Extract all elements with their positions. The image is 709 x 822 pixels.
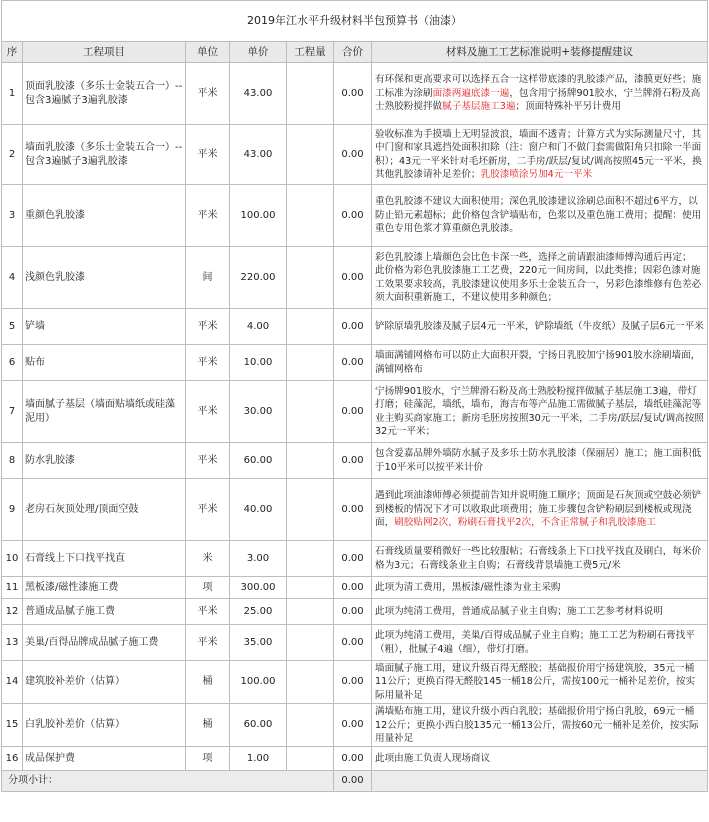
row-unit: 平米 bbox=[186, 125, 230, 185]
subtotal-total: 0.00 bbox=[334, 771, 372, 792]
row-price: 43.00 bbox=[230, 125, 287, 185]
table-row bbox=[2, 661, 708, 704]
row-seq: 14 bbox=[2, 661, 23, 704]
row-qty bbox=[287, 63, 334, 125]
table-row bbox=[2, 599, 708, 625]
row-seq: 12 bbox=[2, 599, 23, 625]
table-row bbox=[2, 479, 708, 541]
header-seq: 序 bbox=[2, 42, 23, 63]
desc-text: 验收标准为手摸墙上无明显波浪，墙面不透青；计算方式为实际测量尺寸，其中门窗和家具遮挡处面积扣除（注：窗户和门不做门套需做阳角只扣除一半面积）；43元一平米针对毛坯新房，二手房/跃层/复试/调高按照45元一平米，换其他乳胶漆请补足差价； bbox=[375, 128, 702, 180]
row-qty bbox=[287, 599, 334, 625]
row-project: 建筑胶补差价（估算） bbox=[23, 661, 186, 704]
row-unit: 项 bbox=[186, 747, 230, 771]
row-qty bbox=[287, 661, 334, 704]
row-price: 3.00 bbox=[230, 541, 287, 577]
row-unit: 平米 bbox=[186, 625, 230, 661]
row-qty bbox=[287, 625, 334, 661]
row-total: 0.00 bbox=[334, 345, 372, 381]
row-seq: 9 bbox=[2, 479, 23, 541]
row-total: 0.00 bbox=[334, 541, 372, 577]
row-desc bbox=[372, 541, 708, 577]
row-project: 普通成品腻子施工费 bbox=[23, 599, 186, 625]
row-price: 60.00 bbox=[230, 704, 287, 747]
row-project: 美巢/百得品牌成品腻子施工费 bbox=[23, 625, 186, 661]
row-desc bbox=[372, 125, 708, 185]
row-desc bbox=[372, 247, 708, 309]
row-total: 0.00 bbox=[334, 185, 372, 247]
table-row bbox=[2, 747, 708, 771]
table-row bbox=[2, 541, 708, 577]
row-desc bbox=[372, 479, 708, 541]
desc-text: 彩色乳胶漆上墙颜色会比色卡深一些，选择之前请跟油漆师傅沟通后再定； 此价格为彩色乳胶漆施工工艺费，220元一间房间，以此类推；因彩色漆对施工效果要求较高，乳胶漆建议使用多乐士金装五合一，另彩色漆维修有色差必须大面积重新施工，不建议使用多种颜色； bbox=[375, 251, 702, 303]
row-price: 100.00 bbox=[230, 661, 287, 704]
row-unit: 米 bbox=[186, 541, 230, 577]
desc-text: 此项为清工费用，黑板漆/磁性漆为业主采购 bbox=[375, 581, 561, 593]
row-unit: 平米 bbox=[186, 63, 230, 125]
row-seq: 7 bbox=[2, 381, 23, 443]
row-unit: 平米 bbox=[186, 381, 230, 443]
row-desc bbox=[372, 577, 708, 599]
row-price: 40.00 bbox=[230, 479, 287, 541]
table-row bbox=[2, 125, 708, 185]
row-total: 0.00 bbox=[334, 125, 372, 185]
header-total: 合价 bbox=[334, 42, 372, 63]
subtotal-row bbox=[2, 771, 708, 792]
row-project: 铲墙 bbox=[23, 309, 186, 345]
row-total: 0.00 bbox=[334, 443, 372, 479]
table-row bbox=[2, 625, 708, 661]
row-desc bbox=[372, 185, 708, 247]
row-unit: 平米 bbox=[186, 599, 230, 625]
header-price: 单价 bbox=[230, 42, 287, 63]
row-unit: 平米 bbox=[186, 345, 230, 381]
row-project: 黑板漆/磁性漆施工费 bbox=[23, 577, 186, 599]
row-seq: 10 bbox=[2, 541, 23, 577]
row-project: 白乳胶补差价（估算） bbox=[23, 704, 186, 747]
row-project: 贴布 bbox=[23, 345, 186, 381]
row-price: 60.00 bbox=[230, 443, 287, 479]
desc-text: ；顶面特殊补平另计费用 bbox=[515, 101, 621, 113]
desc-highlight: 面漆两遍底漆一遍 bbox=[432, 87, 510, 99]
row-qty bbox=[287, 704, 334, 747]
row-project: 浅颜色乳胶漆 bbox=[23, 247, 186, 309]
row-desc bbox=[372, 747, 708, 771]
row-project: 防水乳胶漆 bbox=[23, 443, 186, 479]
desc-text: 宁扬牌901胶水，宁兰牌滑石粉及高士熟胶粉搅拌做腻子基层施工3遍，带灯打磨；硅藻泥，墙纸，墙布，海吉布等产品施工需做腻子基层，墙纸硅藻泥等业主购买商家施工；新房毛胚房按照30元一平米，二手房/跃层/复试/调高按照32元一平米； bbox=[375, 385, 704, 437]
row-total: 0.00 bbox=[334, 661, 372, 704]
row-total: 0.00 bbox=[334, 599, 372, 625]
row-unit: 平米 bbox=[186, 309, 230, 345]
row-price: 35.00 bbox=[230, 625, 287, 661]
row-total: 0.00 bbox=[334, 309, 372, 345]
desc-text: ，包含用宁扬牌901胶水，宁兰牌滑石粉及高士熟胶粉搅拌做 bbox=[375, 87, 701, 113]
table-row bbox=[2, 704, 708, 747]
row-desc bbox=[372, 599, 708, 625]
header-unit: 单位 bbox=[186, 42, 230, 63]
row-seq: 13 bbox=[2, 625, 23, 661]
row-price: 30.00 bbox=[230, 381, 287, 443]
row-desc bbox=[372, 704, 708, 747]
sheet-title: 2019年江水平升级材料半包预算书（油漆） bbox=[2, 1, 708, 42]
header-project: 工程项目 bbox=[23, 42, 186, 63]
row-project: 重颜色乳胶漆 bbox=[23, 185, 186, 247]
budget-table bbox=[1, 0, 708, 792]
subtotal-empty bbox=[372, 771, 708, 792]
row-total: 0.00 bbox=[334, 247, 372, 309]
subtotal-label: 分项小计： bbox=[2, 771, 334, 792]
row-price: 220.00 bbox=[230, 247, 287, 309]
row-unit: 桶 bbox=[186, 661, 230, 704]
desc-text: 重色乳胶漆不建议大面积使用；深色乳胶漆建议涂刷总面积不超过6平方，以防止铅元素超标；此价格包含铲墙贴布，色浆以及重色施工费用；提醒：使用重色专用色浆才算重颜色乳胶漆。 bbox=[375, 196, 702, 235]
row-project: 成品保护费 bbox=[23, 747, 186, 771]
row-desc bbox=[372, 63, 708, 125]
row-seq: 1 bbox=[2, 63, 23, 125]
row-price: 43.00 bbox=[230, 63, 287, 125]
table-row bbox=[2, 381, 708, 443]
desc-text: 此项由施工负责人现场商议 bbox=[375, 753, 491, 765]
row-desc bbox=[372, 345, 708, 381]
desc-text: 墙面满铺网格布可以防止大面积开裂，宁扬日乳胶加宁扬901胶水涂刷墙面，满铺网格布 bbox=[375, 350, 701, 375]
desc-text: 石膏线质量要稍微好一些比较服帖；石膏线条上下口找平找直及刷白，每米价格为3元；石膏线条业主自购；石膏线背景墙施工费5元/米 bbox=[375, 546, 702, 571]
row-seq: 4 bbox=[2, 247, 23, 309]
table-row bbox=[2, 309, 708, 345]
header-desc: 材料及施工工艺标准说明+装修提醒建议 bbox=[372, 42, 708, 63]
row-desc bbox=[372, 443, 708, 479]
table-row bbox=[2, 63, 708, 125]
row-price: 4.00 bbox=[230, 309, 287, 345]
row-seq: 16 bbox=[2, 747, 23, 771]
row-total: 0.00 bbox=[334, 63, 372, 125]
row-seq: 11 bbox=[2, 577, 23, 599]
row-seq: 2 bbox=[2, 125, 23, 185]
desc-text: 包含爱嘉品牌外墙防水腻子及多乐士防水乳胶漆（保丽居）施工；施工面积低于10平米可以按平米计价 bbox=[375, 448, 702, 473]
row-total: 0.00 bbox=[334, 747, 372, 771]
row-total: 0.00 bbox=[334, 704, 372, 747]
row-qty bbox=[287, 345, 334, 381]
header-row bbox=[2, 42, 708, 63]
row-qty bbox=[287, 577, 334, 599]
row-qty bbox=[287, 125, 334, 185]
row-price: 300.00 bbox=[230, 577, 287, 599]
row-qty bbox=[287, 541, 334, 577]
desc-text: 满墙贴布施工用，建议升级小西白乳胶；基础报价用宁扬白乳胶，69元一桶12公斤；更换小西白胶135元一桶13公斤，需按60元一桶补足差价，按实际用量补足 bbox=[375, 706, 699, 745]
row-total: 0.00 bbox=[334, 577, 372, 599]
row-qty bbox=[287, 381, 334, 443]
desc-highlight: 乳胶漆喷涂另加4元一平米 bbox=[480, 168, 593, 180]
row-desc bbox=[372, 625, 708, 661]
desc-text: 此项为纯清工费用，美巢/百得成品腻子业主自购；施工工艺为粉刷石膏找平（粗），批腻子4遍（细），带灯打磨。 bbox=[375, 630, 695, 655]
row-project: 顶面乳胶漆（多乐士金装五合一）--包含3遍腻子3遍乳胶漆 bbox=[23, 63, 186, 125]
desc-text: 遇到此项油漆师傅必须提前告知并说明施工顺序；顶面是石灰顶或空鼓必须铲到楼板的情况下才可以收取此项费用；施工步骤包含铲粉刷层到楼板或现浇面， bbox=[375, 490, 702, 529]
table-row bbox=[2, 443, 708, 479]
row-qty bbox=[287, 479, 334, 541]
desc-text: 此项为纯清工费用，普通成品腻子业主自购；施工工艺参考材料说明 bbox=[375, 605, 663, 617]
table-row bbox=[2, 577, 708, 599]
row-unit: 平米 bbox=[186, 443, 230, 479]
header-qty: 工程量 bbox=[287, 42, 334, 63]
row-project: 石膏线上下口找平找直 bbox=[23, 541, 186, 577]
row-price: 100.00 bbox=[230, 185, 287, 247]
table-row bbox=[2, 247, 708, 309]
row-qty bbox=[287, 185, 334, 247]
row-seq: 5 bbox=[2, 309, 23, 345]
row-qty bbox=[287, 747, 334, 771]
desc-highlight: 刷胶贴网2次，粉刷石膏找平2次，不含正常腻子和乳胶漆施工 bbox=[394, 517, 656, 529]
row-seq: 8 bbox=[2, 443, 23, 479]
table-row bbox=[2, 345, 708, 381]
table-row bbox=[2, 185, 708, 247]
row-qty bbox=[287, 443, 334, 479]
row-total: 0.00 bbox=[334, 625, 372, 661]
row-qty bbox=[287, 247, 334, 309]
row-project: 老房石灰顶处理/顶面空鼓 bbox=[23, 479, 186, 541]
row-unit: 桶 bbox=[186, 704, 230, 747]
row-seq: 6 bbox=[2, 345, 23, 381]
desc-highlight: 腻子基层施工3遍 bbox=[442, 101, 516, 113]
row-seq: 15 bbox=[2, 704, 23, 747]
row-price: 1.00 bbox=[230, 747, 287, 771]
row-unit: 间 bbox=[186, 247, 230, 309]
row-seq: 3 bbox=[2, 185, 23, 247]
row-total: 0.00 bbox=[334, 479, 372, 541]
desc-text: 墙面腻子施工用，建议升级百得无醛胶；基础报价用宁扬建筑胶，35元一桶11公斤；更换百得无醛胶145一桶18公斤，需按100元一桶补足差价，按实际用量补足 bbox=[375, 663, 696, 701]
row-project: 墙面乳胶漆（多乐士金装五合一）--包含3遍腻子3遍乳胶漆 bbox=[23, 125, 186, 185]
row-unit: 项 bbox=[186, 577, 230, 599]
row-desc bbox=[372, 661, 708, 704]
row-qty bbox=[287, 309, 334, 345]
desc-text: 有环保和更高要求可以选择五合一这样带底漆的乳胶漆产品，漆膜更好些；施工标准为涂刷 bbox=[375, 74, 702, 99]
row-price: 10.00 bbox=[230, 345, 287, 381]
row-total: 0.00 bbox=[334, 381, 372, 443]
row-project: 墙面腻子基层（墙面贴墙纸或硅藻泥用） bbox=[23, 381, 186, 443]
row-desc bbox=[372, 309, 708, 345]
row-price: 25.00 bbox=[230, 599, 287, 625]
row-desc bbox=[372, 381, 708, 443]
row-unit: 平米 bbox=[186, 479, 230, 541]
desc-text: 铲除原墙乳胶漆及腻子层4元一平米，铲除墙纸（牛皮纸）及腻子层6元一平米 bbox=[375, 320, 704, 332]
row-unit: 平米 bbox=[186, 185, 230, 247]
